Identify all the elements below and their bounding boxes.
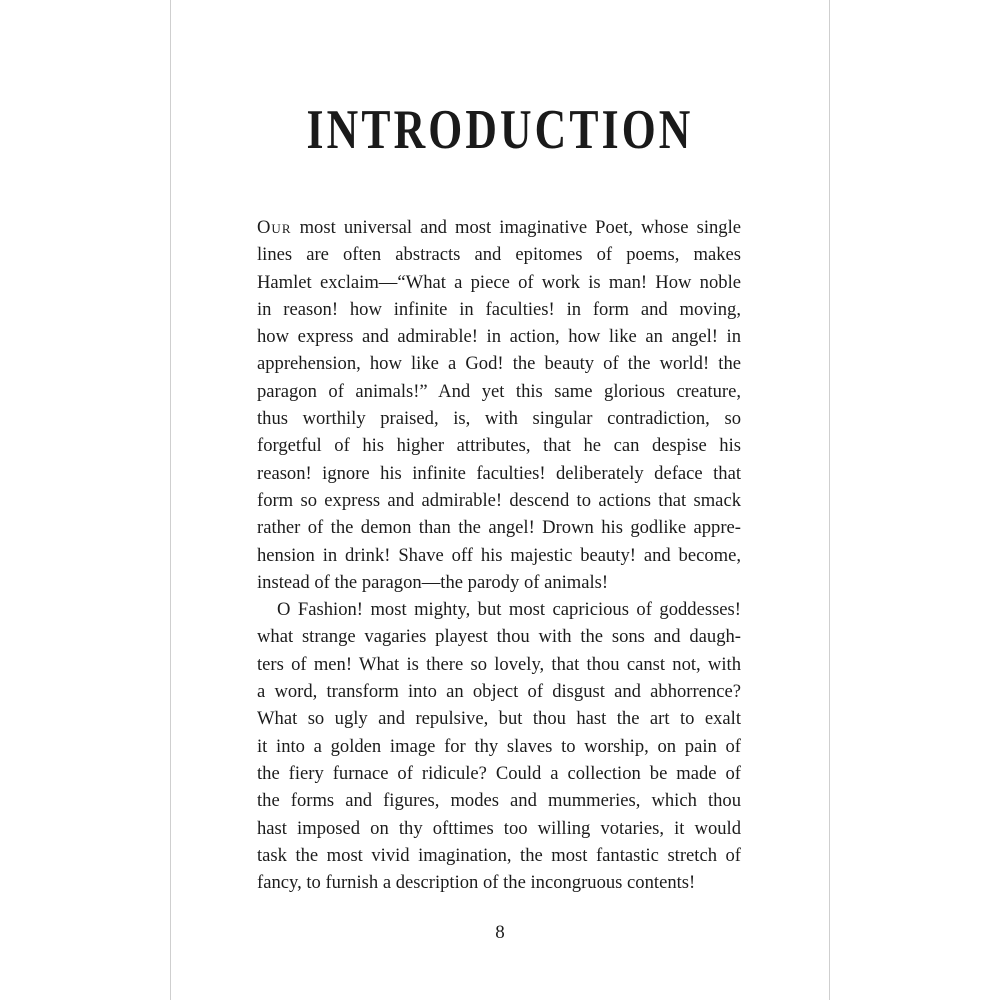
text-line: hension in drink! Shave off his majestic beauty! and become,: [257, 544, 741, 566]
text-line: fancy, to furnish a description of the incongruous contents!: [257, 872, 696, 894]
text-line: how express and admirable! in action, how like an angel! in: [257, 326, 741, 348]
text-line: it into a golden image for thy slaves to worship, on pain of: [257, 735, 741, 757]
text-line: thus worthily praised, is, with singular contradiction, so: [257, 408, 741, 430]
text-line: task the most vivid imagination, the most fantastic stretch of: [257, 844, 741, 866]
text-line: Hamlet exclaim—“What a piece of work is man! How noble: [257, 271, 741, 293]
page-number: 8: [495, 922, 505, 943]
small-caps-opening: Our: [257, 217, 292, 238]
text-line: the forms and figures, modes and mummeries, which thou: [257, 790, 741, 812]
body-text: [257, 214, 741, 896]
text-line: ters of men! What is there so lovely, that thou canst not, with: [257, 653, 741, 675]
text-line: O Fashion! most mighty, but most capricious of goddesses!: [277, 599, 741, 621]
text-line: Our most universal and most imaginative Poet, whose single: [257, 217, 741, 238]
chapter-title: INTRODUCTION: [306, 99, 694, 161]
text-line: what strange vagaries playest thou with the sons and daugh-: [257, 626, 741, 648]
text-line: rather of the demon than the angel! Drown his godlike appre-: [257, 517, 741, 539]
text-line: forgetful of his higher attributes, that he can despise his: [257, 435, 741, 457]
text-line: a word, transform into an object of disgust and abhorrence?: [257, 681, 741, 703]
text-line: What so ugly and repulsive, but thou hast the art to exalt: [257, 708, 741, 730]
text-line: apprehension, how like a God! the beauty of the world! the: [257, 353, 741, 375]
text-line: lines are often abstracts and epitomes of poems, makes: [257, 244, 741, 266]
text-line: the fiery furnace of ridicule? Could a collection be made of: [257, 762, 741, 784]
text-line: form so express and admirable! descend to actions that smack: [257, 489, 741, 511]
text-line: reason! ignore his infinite faculties! deliberately deface that: [257, 462, 741, 484]
text-line: in reason! how infinite in faculties! in form and moving,: [257, 298, 741, 320]
book-page: [170, 0, 830, 1000]
text-line: hast imposed on thy ofttimes too willing votaries, it would: [257, 817, 741, 839]
text-line: paragon of animals!” And yet this same glorious creature,: [257, 380, 741, 402]
text-line: instead of the paragon—the parody of animals!: [257, 571, 609, 593]
